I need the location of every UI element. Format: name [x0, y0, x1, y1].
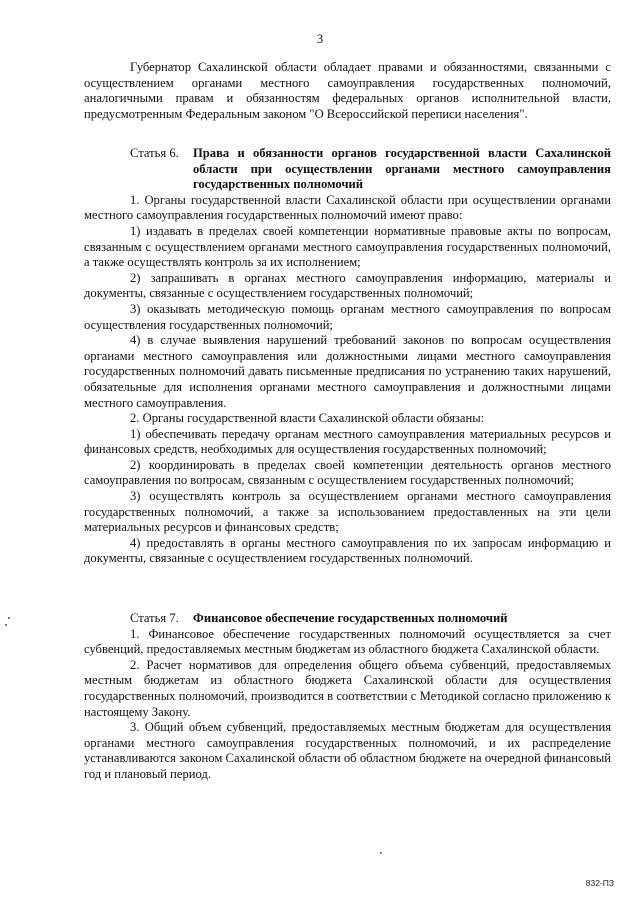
article-6-paragraph: 2) запрашивать в органах местного самоуправления информацию, материалы и документы, связанные с осуществлением государственных полномочий; [84, 270, 611, 301]
scan-speck [8, 617, 10, 619]
article-7-heading [84, 611, 611, 627]
article-7-paragraph: 3. Общий объем субвенций, предоставляемых местным бюджетам для осуществления органами местного самоуправления государственных полномочий, и их распределение устанавливаются законом Сахалинской области об областном бюджете на очередной финансовый год и плановый период. [84, 720, 611, 781]
article-6-paragraph: 1) издавать в пределах своей компетенции нормативные правовые акты по вопросам, связанным с осуществлением органами местного самоуправления государственных полномочий, а также осуществлять контроль за их исполнением; [84, 223, 611, 270]
article-6-paragraph: 1) обеспечивать передачу органам местного самоуправления материальных ресурсов и финансовых средств, необходимых для осуществления государственных полномочий; [84, 426, 611, 457]
document-code: 832-ПЗ [585, 878, 614, 888]
article-6-paragraph: 4) в случае выявления нарушений требований законов по вопросам осуществления органами местного самоуправления или должностными лицами местного самоуправления государственных полномочий давать письменные предписания по устранению таких нарушений, обязательные для исполнения органами местного самоуправления и должностными лицами местного самоуправления. [84, 333, 611, 410]
article-6-paragraph: 2) координировать в пределах своей компетенции деятельность органов местного самоуправления по вопросам, связанным с осуществлением государственных полномочий; [84, 457, 611, 488]
article-6-paragraph: 3) осуществлять контроль за осуществлением органами местного самоуправления государственных полномочий, а также за использованием предоставленных на эти цели материальных ресурсов и финансовых средств; [84, 489, 611, 535]
article-6-paragraph: 4) предоставлять в органы местного самоуправления по их запросам информацию и документы, связанные с осуществлением государственных полномочий. [84, 535, 611, 566]
article-6-title: Права и обязанности органов государственной власти Сахалинской области при осуществлении органами местного самоуправления государственных полномочий [193, 146, 611, 192]
article-7-paragraph: 2. Расчет нормативов для определения общего объема субвенций, предоставляемых местным бюджетам из областного бюджета Сахалинской области для осуществления государственных полномочий, производится в соответствии с Методикой согласно приложению к настоящему Закону. [84, 657, 611, 719]
article-6-paragraph: 2. Органы государственной власти Сахалинской области обязаны: [130, 411, 485, 426]
intro-block [84, 60, 611, 122]
article-6-heading [84, 146, 611, 193]
article-6 [84, 146, 611, 567]
scan-speck [380, 852, 382, 854]
page-number: 3 [316, 32, 324, 46]
article-7-paragraph: 1. Финансовое обеспечение государственных полномочий осуществляется за счет субвенций, предоставляемых местным бюджетам из областного бюджета Сахалинской области. [84, 626, 611, 657]
article-6-paragraph: 1. Органы государственной власти Сахалинской области при осуществлении органами местного самоуправления государственных полномочий имеют право: [84, 192, 611, 223]
scan-speck [5, 624, 7, 626]
article-7-label: Статья 7. [130, 611, 179, 625]
article-7 [84, 611, 611, 783]
article-6-paragraph: 3) оказывать методическую помощь органам местного самоуправления по вопросам осуществления государственных полномочий; [84, 301, 611, 332]
article-7-title: Финансовое обеспечение государственных полномочий [193, 611, 508, 625]
intro-paragraph: Губернатор Сахалинской области обладает правами и обязанностями, связанными с осуществлением органами местного самоуправления государственных полномочий, аналогичными правам и обязанностям федеральных органов исполнительной власти, предусмотренным Федеральным законом "О Всероссийской переписи населения". [84, 60, 611, 121]
article-6-label: Статья 6. [130, 146, 179, 160]
